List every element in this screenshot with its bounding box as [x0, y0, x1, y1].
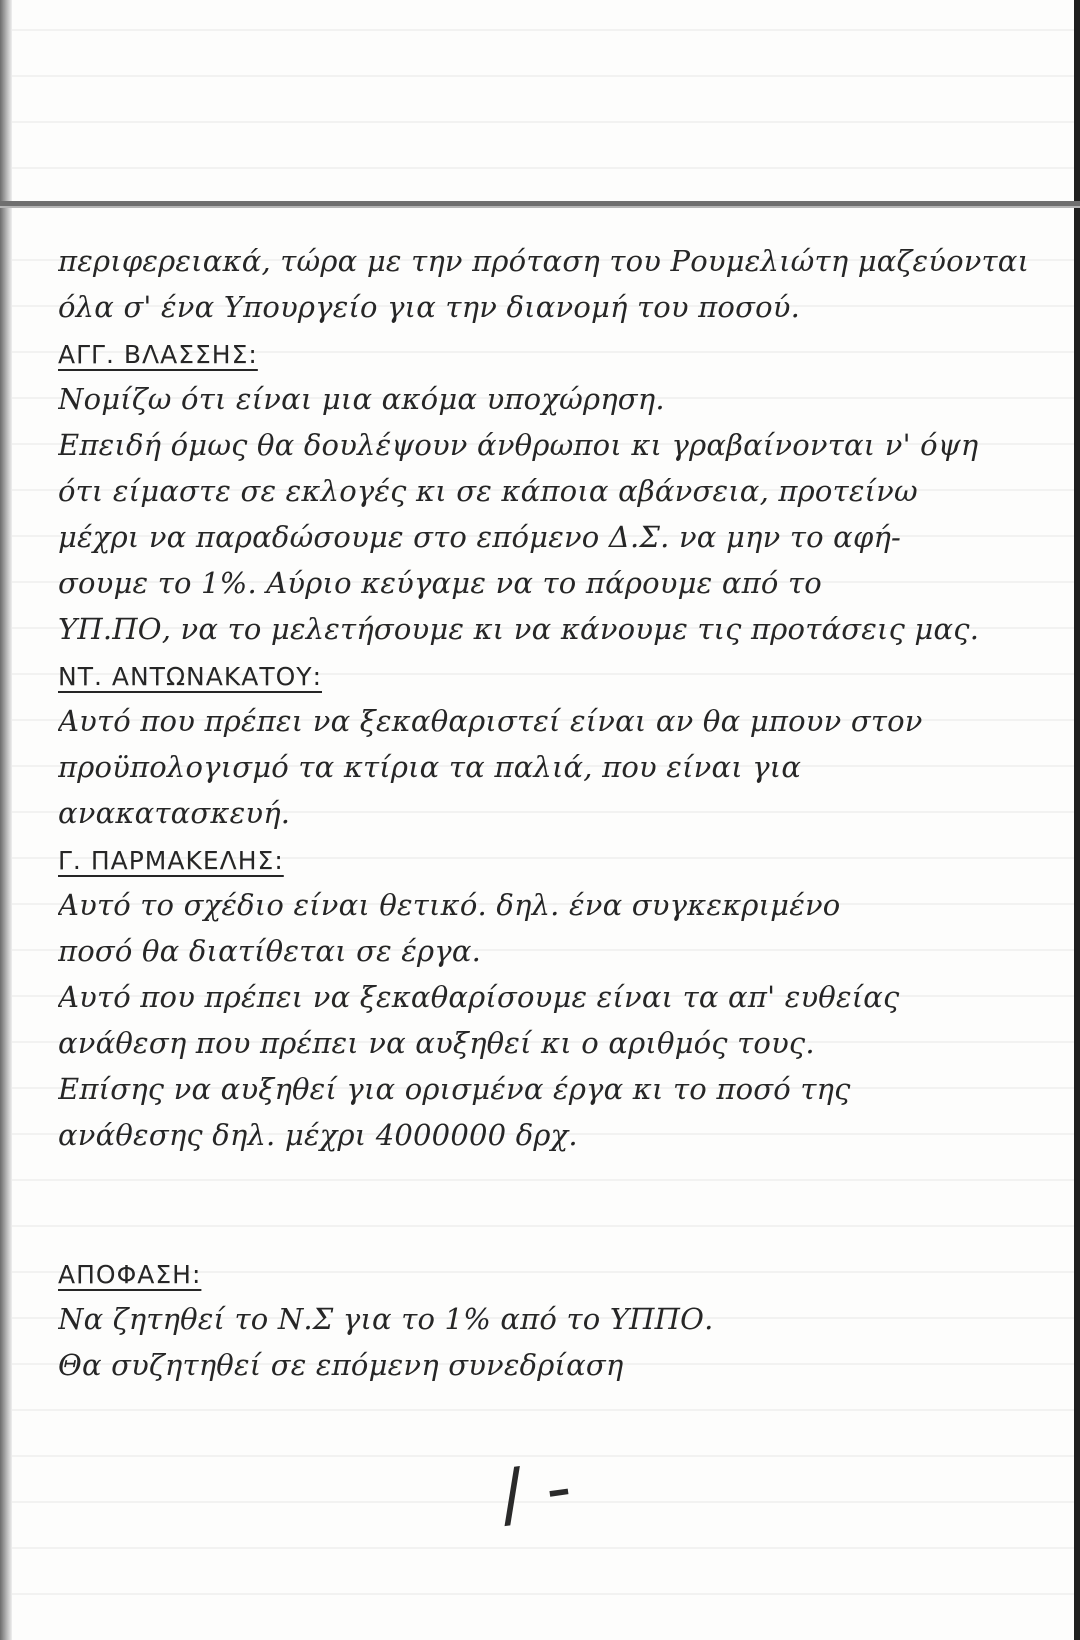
text-line: περιφερειακά, τώρα με την πρόταση του Ρουμελιώτη μαζεύονται	[58, 244, 1030, 278]
header-rule	[0, 201, 1080, 208]
page-right-edge	[1074, 0, 1080, 1640]
speaker-heading	[58, 836, 1048, 882]
text-line: Αυτό που πρέπει να ξεκαθαριστεί είναι αν θα μπουν στον	[58, 704, 923, 738]
decision-title: ΑΠΟΦΑΣΗ:	[58, 1260, 202, 1289]
text-line: ποσό θα διατίθεται σε έργα.	[58, 934, 482, 968]
text-line: ότι είμαστε σε εκλογές κι σε κάποια αβάνσεια, προτείνω	[58, 474, 918, 508]
decision-line: Να ζητηθεί το Ν.Σ για το 1% από το ΥΠΠΟ.	[58, 1302, 714, 1336]
text-line: όλα σ' ένα Υπουργείο για την διανομή του ποσού.	[58, 290, 800, 324]
text-line: Αυτό το σχέδιο είναι θετικό. δηλ. ένα συγκεκριμένο	[58, 888, 841, 922]
text-line: ανάθεση που πρέπει να αυξηθεί κι ο αριθμός τους.	[58, 1026, 815, 1060]
handwritten-minutes	[58, 238, 1048, 1388]
text-line: Νομίζω ότι είναι μια ακόμα υποχώρηση.	[58, 382, 665, 416]
page-binding-edge	[0, 0, 12, 1640]
text-line: μέχρι να παραδώσουμε στο επόμενο Δ.Σ. να μην το αφή-	[58, 520, 902, 554]
speaker-name: ΝΤ. ΑΝΤΩΝΑΚΑΤΟΥ:	[58, 662, 322, 691]
blank-space	[58, 1158, 1048, 1250]
text-line: Αυτό που πρέπει να ξεκαθαρίσουμε είναι τα απ' ευθείας	[58, 980, 900, 1014]
text-line: Επίσης να αυξηθεί για ορισμένα έργα κι το ποσό της	[58, 1072, 851, 1106]
text-line: σουμε το 1%. Αύριο κεύγαμε να το πάρουμε από το	[58, 566, 822, 600]
decision-line: Θα συζητηθεί σε επόμενη συνεδρίαση	[58, 1348, 624, 1382]
decision-heading	[58, 1250, 1048, 1296]
text-line: ανακατασκευή.	[58, 796, 291, 830]
closing-slash-mark: / -	[494, 1445, 577, 1537]
text-line: Επειδή όμως θα δουλέψουν άνθρωποι κι γραβαίνονται ν' όψη	[58, 428, 979, 462]
speaker-name: Γ. ΠΑΡΜΑΚΕΛΗΣ:	[58, 846, 284, 875]
text-line: ΥΠ.ΠΟ, να το μελετήσουμε κι να κάνουμε τις προτάσεις μας.	[58, 612, 980, 646]
text-line: ανάθεσης δηλ. μέχρι 4000000 δρχ.	[58, 1118, 578, 1152]
speaker-name: ΑΓΓ. ΒΛΑΣΣΗΣ:	[58, 340, 258, 369]
speaker-heading	[58, 330, 1048, 376]
text-line: προϋπολογισμό τα κτίρια τα παλιά, που είναι για	[58, 750, 802, 784]
speaker-heading	[58, 652, 1048, 698]
